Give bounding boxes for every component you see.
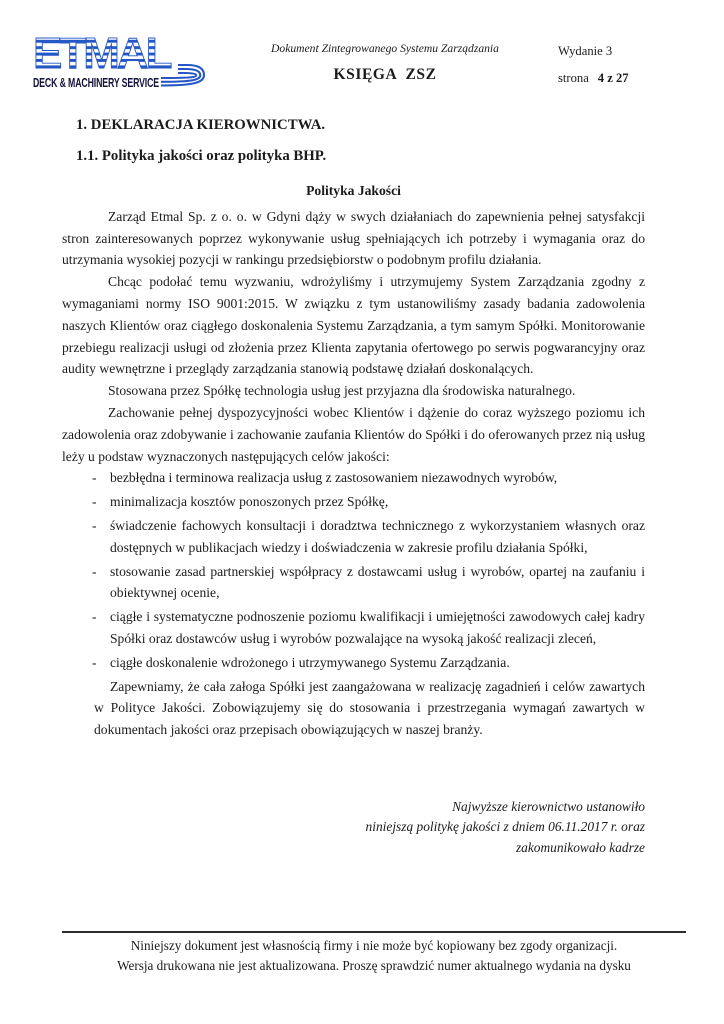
closing-paragraph: Zapewniamy, że cała załoga Spółki jest zaangażowana w realizację zagadnień i celów zawartych w Polityce Jakości. Zobowiązujemy się do stosowania i przestrzegania wymagań zawartych w dokumentach jakości oraz przepisach obowiązujących w naszej branży. — [94, 678, 645, 738]
edition-label: Wydanie 3 — [558, 44, 613, 58]
quality-goals-list — [62, 467, 645, 673]
document-type-label: Dokument Zintegrowanego Systemu Zarządzania — [271, 42, 499, 55]
dash-marker: - — [92, 494, 97, 510]
paragraph: Chcąc podołać temu wyzwaniu, wdrożyliśmy i utrzymujemy System Zarządzania zgodny z wymaganiami normy ISO 9001:2015. W związku z tym ustanowiliśmy zasady badania zadowolenia naszych Klientów oraz ciągłego doskonalenia Systemu Zarządzania, a tym samym Spółki. Monitorowanie przebiegu realizacji usługi od złożenia przez Klienta zapytania ofertowego po serwis pogwarancyjny oraz audity wewnętrzne i przeglądy zarządzania stanowią podstawę działań doskonalących. — [62, 274, 645, 377]
list-item — [62, 467, 645, 489]
list-item — [62, 515, 645, 559]
list-item — [62, 652, 645, 674]
page-number-value: 4 z 27 — [597, 71, 629, 85]
etmal-logo-graphic — [33, 27, 208, 91]
paragraph: Zarząd Etmal Sp. z o. o. w Gdyni dąży w swych działaniach do zapewnienia pełnej satysfakcji stron zainteresowanych poprzez wykonywanie usług spełniających ich potrzeby i wymagania oraz do utrzymania wysokiej pozycji w rankingu przedsiębiorstw o podobnym profilu działania. — [62, 208, 645, 268]
header-meta — [558, 44, 629, 86]
footer-line: Niniejszy dokument jest własnością firmy i nie może być kopiowany bez zgody organizacji. — [130, 938, 618, 953]
list-item-text: bezbłędna i terminowa realizacja usług z zastosowaniem niezawodnych wyrobów, — [110, 470, 558, 486]
signature-line: Najwyższe kierownictwo ustanowiło — [452, 798, 645, 814]
management-signature-block — [62, 797, 645, 859]
list-item — [62, 491, 645, 513]
list-item-text: minimalizacja kosztów ponoszonych przez Spółkę, — [110, 494, 389, 510]
paragraph: Zachowanie pełnej dyspozycyjności wobec Klientów i dążenie do coraz wyższego poziomu ich zadowolenia oraz zdobywanie i zachowanie zaufania Klientów do Spółki i do oferowanych przez nią usług leży u podstaw wyznaczonych następujących celów jakości: — [62, 404, 645, 464]
dash-marker: - — [92, 563, 97, 579]
dash-marker: - — [92, 470, 97, 486]
page-number-label: strona — [558, 71, 589, 85]
signature-line: zakomunikowało kadrze — [515, 839, 645, 855]
page-footer — [62, 931, 686, 976]
company-logo — [33, 27, 208, 96]
list-item — [62, 561, 645, 605]
list-item-text: ciągłe i systematyczne podnoszenie poziomu kwalifikacji i umiejętności zawodowych całej kadry Spółki oraz dostawców usług i wyrobów pozwalające na wysoką jakość realizacji zleceń, — [110, 609, 645, 646]
footer-line: Wersja drukowana nie jest aktualizowana. Proszę sprawdzić numer aktualnego wydania na dysku — [117, 958, 631, 973]
document-body — [62, 116, 645, 858]
section-heading-1: 1. DEKLARACJA KIEROWNICTWA. — [76, 117, 326, 133]
dash-marker: - — [92, 609, 97, 625]
list-item-text: świadczenie fachowych konsultacji i doradztwa technicznego z wykorzystaniem własnych oraz dostępnych w publikacjach wiedzy i doświadczenia w zakresie profilu działania Spółki, — [110, 517, 645, 555]
list-item-text: stosowanie zasad partnerskiej współpracy z dostawcami usług i wyrobów, opartej na zaufaniu i obiektywnej ocenie, — [110, 563, 645, 601]
logo-brand-text: ETMAL — [33, 29, 170, 78]
dash-marker: - — [92, 517, 97, 533]
document-title: KSIĘGA ZSZ — [333, 66, 437, 83]
header-center — [240, 42, 530, 84]
paragraph: Stosowana przez Spółkę technologia usług jest przyjazna dla środowiska naturalnego. — [108, 383, 576, 399]
logo-tagline-text: DECK & MACHINERY SERVICE — [33, 75, 160, 90]
list-item-text: ciągłe doskonalenie wdrożonego i utrzymywanego Systemu Zarządzania. — [110, 654, 510, 670]
list-item — [62, 606, 645, 650]
signature-line: niniejszą politykę jakości z dniem 06.11.2017 r. oraz — [365, 819, 645, 835]
section-heading-1-1: 1.1. Polityka jakości oraz polityka BHP. — [76, 148, 327, 164]
policy-title: Polityka Jakości — [306, 183, 401, 198]
page-number — [558, 71, 629, 86]
dash-marker: - — [92, 654, 97, 670]
